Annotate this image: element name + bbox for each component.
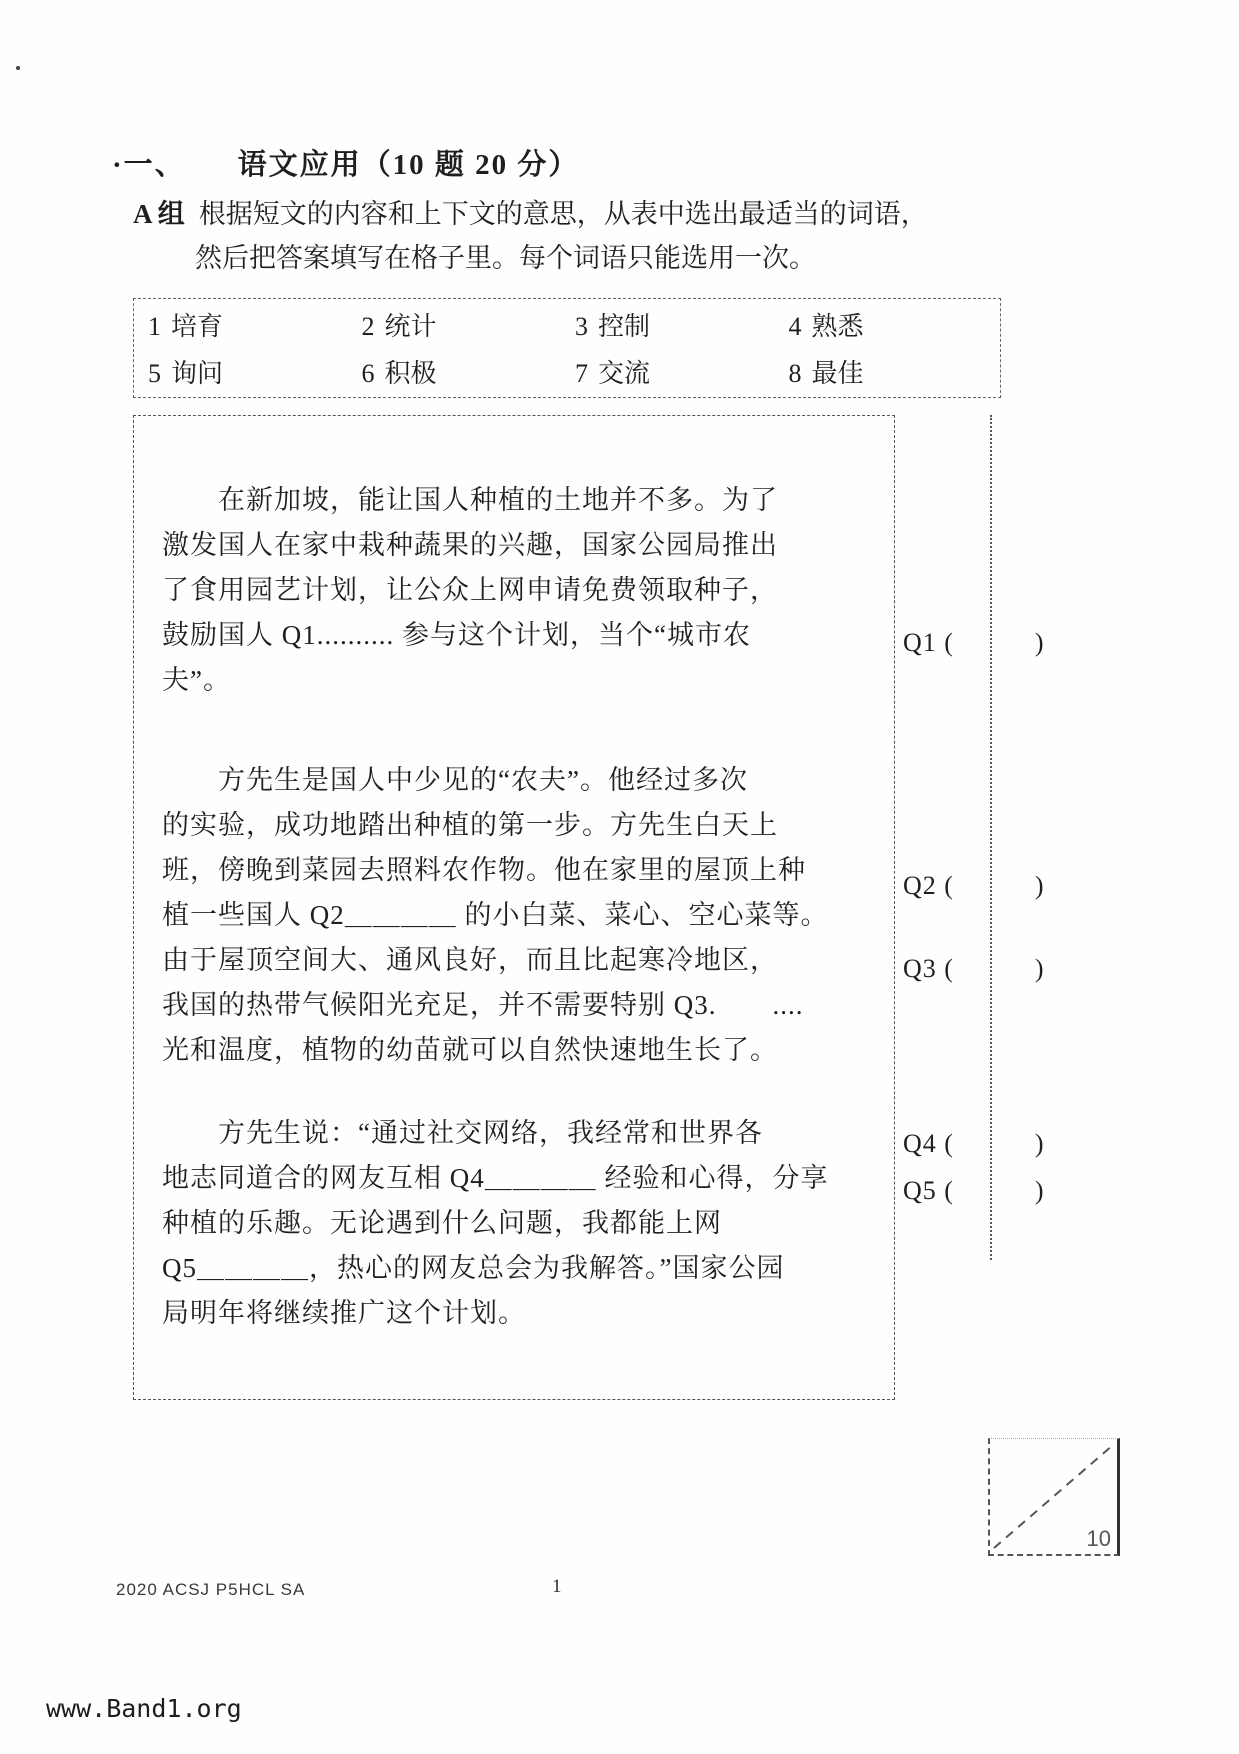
- word-option: 交流: [598, 359, 651, 388]
- instruction-line2: 然后把答案填写在格子里。每个词语只能选用一次。: [195, 243, 816, 273]
- word-bank-cell: [781, 353, 995, 390]
- word-number: 3: [575, 312, 588, 341]
- word-bank-cell: [140, 353, 354, 390]
- passage-line: 的实验，成功地踏出种植的第一步。方先生白天上: [162, 810, 778, 840]
- word-option: 最佳: [811, 359, 864, 388]
- section-heading: [112, 142, 579, 183]
- passage-line-q4-blank: 地志同道合的网友互相 Q4＿＿＿＿ 经验和心得，分享: [162, 1163, 829, 1193]
- answer-slot-q1: Q1 ( ): [903, 628, 1045, 657]
- answer-slot-q4: Q4 ( ): [903, 1129, 1045, 1158]
- word-option: 询问: [171, 359, 224, 388]
- passage-line: 在新加坡，能让国人种植的土地并不多。为了: [218, 485, 778, 515]
- word-number: 4: [788, 312, 802, 341]
- passage-line-q5-blank: Q5＿＿＿＿，热心的网友总会为我解答。”国家公园: [162, 1253, 785, 1283]
- passage-line: 了食用园艺计划，让公众上网申请免费领取种子，: [162, 575, 778, 605]
- section-number: ·一、: [112, 149, 186, 181]
- footer-doc-code: 2020 ACSJ P5HCL SA: [116, 1580, 306, 1599]
- scan-artifact-dot: [16, 66, 20, 70]
- passage-paragraph: [162, 478, 864, 703]
- word-number: 5: [148, 359, 161, 388]
- passage-line-q2-blank: 植一些国人 Q2＿＿＿＿ 的小白菜、菜心、空心菜等。: [162, 900, 829, 930]
- word-bank-cell: [354, 306, 568, 343]
- marks-box: [988, 1438, 1120, 1556]
- group-label: A 组: [133, 199, 185, 229]
- passage-line: 班，傍晚到菜园去照料农作物。他在家里的屋顶上种: [162, 855, 806, 885]
- word-number: 6: [361, 359, 375, 388]
- word-bank-table: [133, 298, 1001, 398]
- word-bank-cell: [567, 353, 781, 390]
- passage-line: 方先生说：“通过社交网络，我经常和世界各: [218, 1118, 763, 1148]
- word-option: 熟悉: [811, 312, 864, 341]
- passage-line: 光和温度，植物的幼苗就可以自然快速地生长了。: [162, 1035, 778, 1065]
- word-number: 7: [575, 359, 588, 388]
- section-title: 语文应用（10 题 20 分）: [237, 149, 580, 181]
- passage-line: 种植的乐趣。无论遇到什么问题，我都能上网: [162, 1208, 722, 1238]
- passage-line: 激发国人在家中栽种蔬果的兴趣，国家公园局推出: [162, 530, 778, 560]
- word-bank-cell: [354, 353, 568, 390]
- word-option: 积极: [384, 359, 437, 388]
- word-bank-cell: [567, 306, 781, 343]
- word-bank-cell: [140, 306, 354, 343]
- answer-slot-q2: Q2 ( ): [903, 871, 1045, 900]
- passage: [134, 416, 894, 1336]
- answer-slot-q5: Q5 ( ): [903, 1176, 1045, 1205]
- marks-total: 10: [1086, 1526, 1111, 1551]
- word-option: 培育: [171, 312, 224, 341]
- instruction-line1: 根据短文的内容和上下文的意思，从表中选出最适当的词语，: [198, 199, 928, 229]
- word-number: 8: [788, 359, 802, 388]
- word-bank-cell: [781, 306, 995, 343]
- instructions: [133, 192, 928, 280]
- word-option: 控制: [598, 312, 651, 341]
- passage-box: [133, 415, 895, 1400]
- passage-line-q3-blank: 我国的热带气候阳光充足，并不需要特别 Q3. ....: [162, 990, 804, 1020]
- passage-paragraph: [162, 1111, 864, 1336]
- word-number: 1: [148, 312, 161, 341]
- footer-page-number: 1: [552, 1576, 562, 1597]
- watermark-text: www.Band1.org: [46, 1694, 242, 1723]
- passage-line: 方先生是国人中少见的“农夫”。他经过多次: [218, 765, 748, 795]
- passage-line: 局明年将继续推广这个计划。: [162, 1298, 526, 1328]
- passage-line-q1-blank: 鼓励国人 Q1.......... 参与这个计划，当个“城市农: [162, 620, 751, 650]
- passage-line: 由于屋顶空间大、通风良好，而且比起寒冷地区，: [162, 945, 778, 975]
- word-option: 统计: [384, 312, 437, 341]
- passage-paragraph: [162, 758, 864, 1073]
- word-number: 2: [361, 312, 375, 341]
- passage-line: 夫”。: [162, 665, 231, 695]
- answer-slot-q3: Q3 ( ): [903, 954, 1045, 983]
